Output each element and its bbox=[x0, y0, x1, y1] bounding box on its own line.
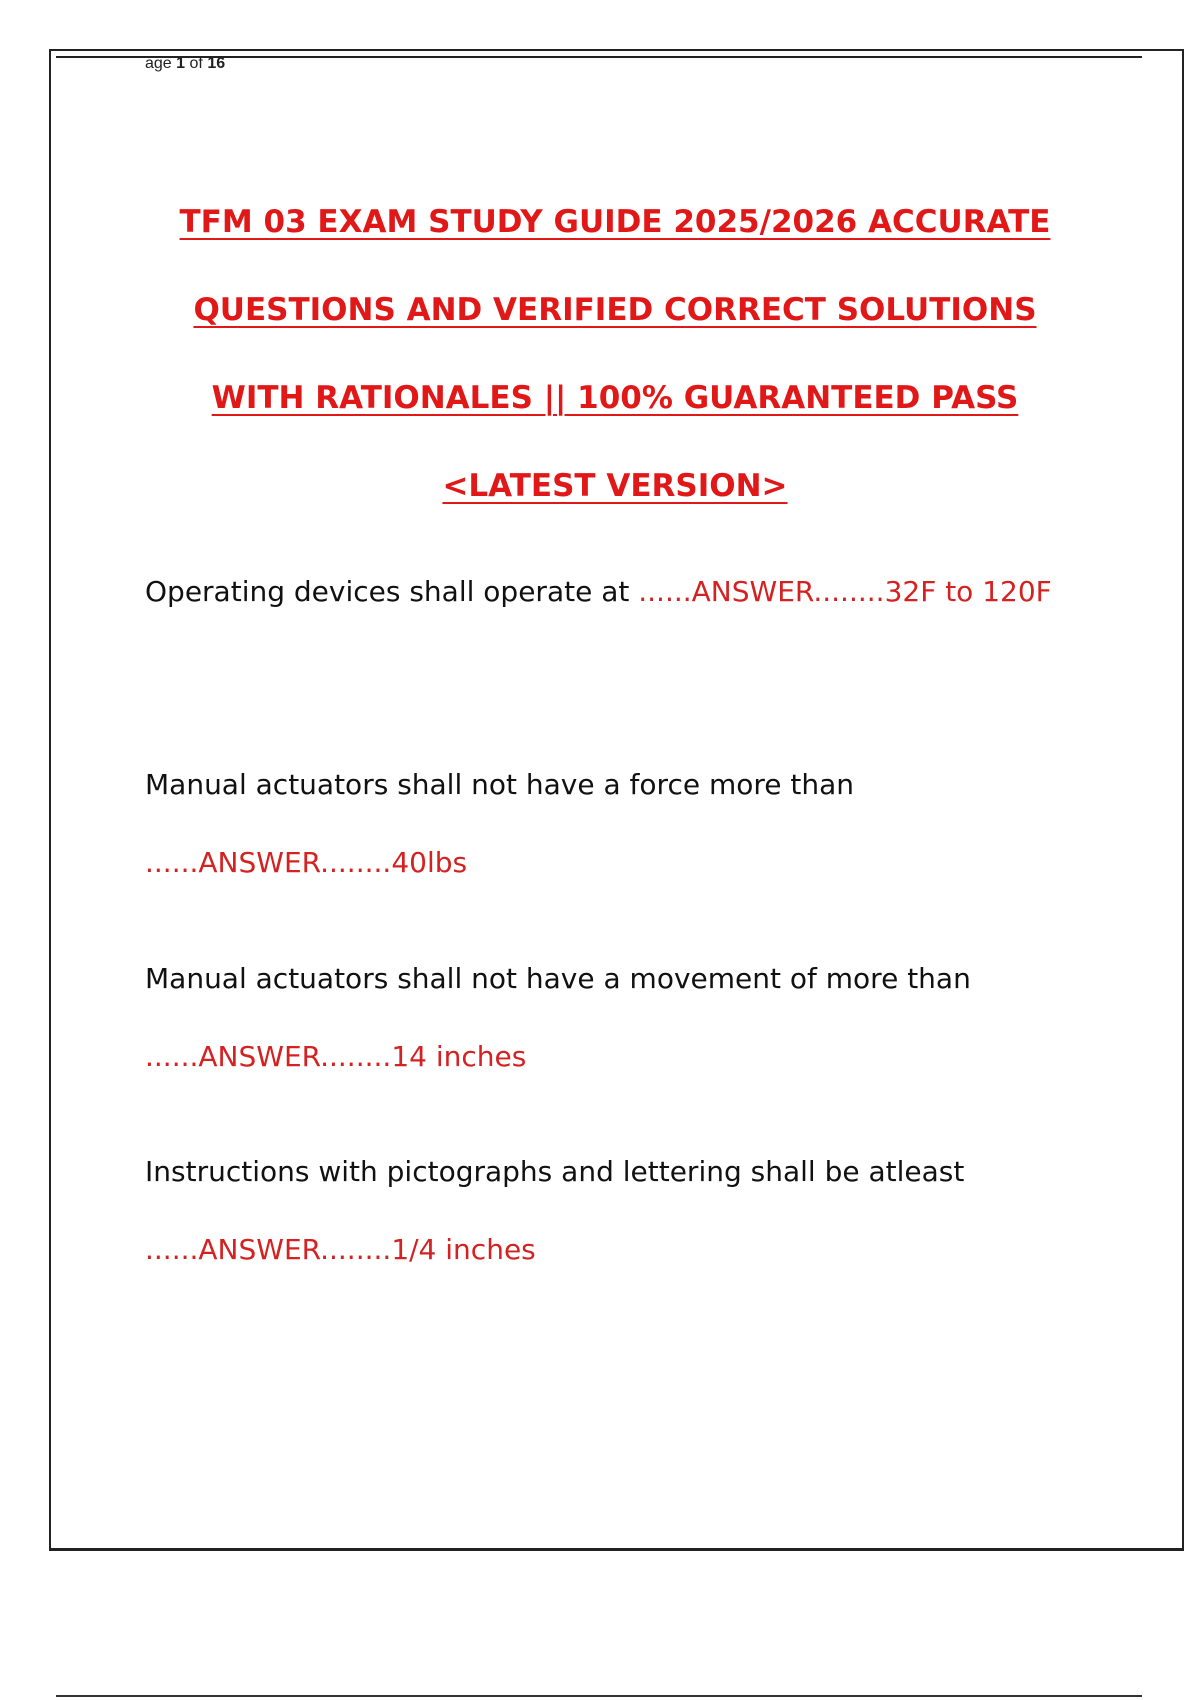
qa-item-4 bbox=[145, 1133, 1105, 1289]
question-text: Manual actuators shall not have a force more than bbox=[145, 768, 855, 801]
footer-rule bbox=[56, 1695, 1142, 1697]
title-line-2: QUESTIONS AND VERIFIED CORRECT SOLUTIONS bbox=[193, 292, 1037, 328]
qa-item-3 bbox=[145, 940, 1105, 1096]
page-total: 16 bbox=[207, 55, 226, 72]
answer-text: ......ANSWER........14 inches bbox=[145, 1040, 527, 1073]
title-line-3: WITH RATIONALES || 100% GUARANTEED PASS bbox=[211, 380, 1019, 416]
title-line-4: <LATEST VERSION> bbox=[442, 468, 788, 504]
question-text: Instructions with pictographs and lettering shall be atleast bbox=[145, 1155, 965, 1188]
answer-text: ......ANSWER........32F to 120F bbox=[638, 575, 1052, 608]
question-text: Operating devices shall operate at bbox=[145, 575, 630, 608]
qa-item-1 bbox=[145, 553, 1105, 631]
title-line-1: TFM 03 EXAM STUDY GUIDE 2025/2026 ACCURATE bbox=[179, 204, 1051, 240]
answer-text: ......ANSWER........1/4 inches bbox=[145, 1233, 536, 1266]
qa-item-2 bbox=[145, 746, 1105, 902]
page-prefix: age bbox=[145, 55, 172, 72]
question-text: Manual actuators shall not have a movement of more than bbox=[145, 962, 971, 995]
page-current: 1 bbox=[176, 55, 186, 72]
answer-text: ......ANSWER........40lbs bbox=[145, 846, 468, 879]
page-number bbox=[145, 54, 225, 74]
document-title bbox=[110, 178, 1120, 530]
page-of: of bbox=[189, 55, 203, 72]
